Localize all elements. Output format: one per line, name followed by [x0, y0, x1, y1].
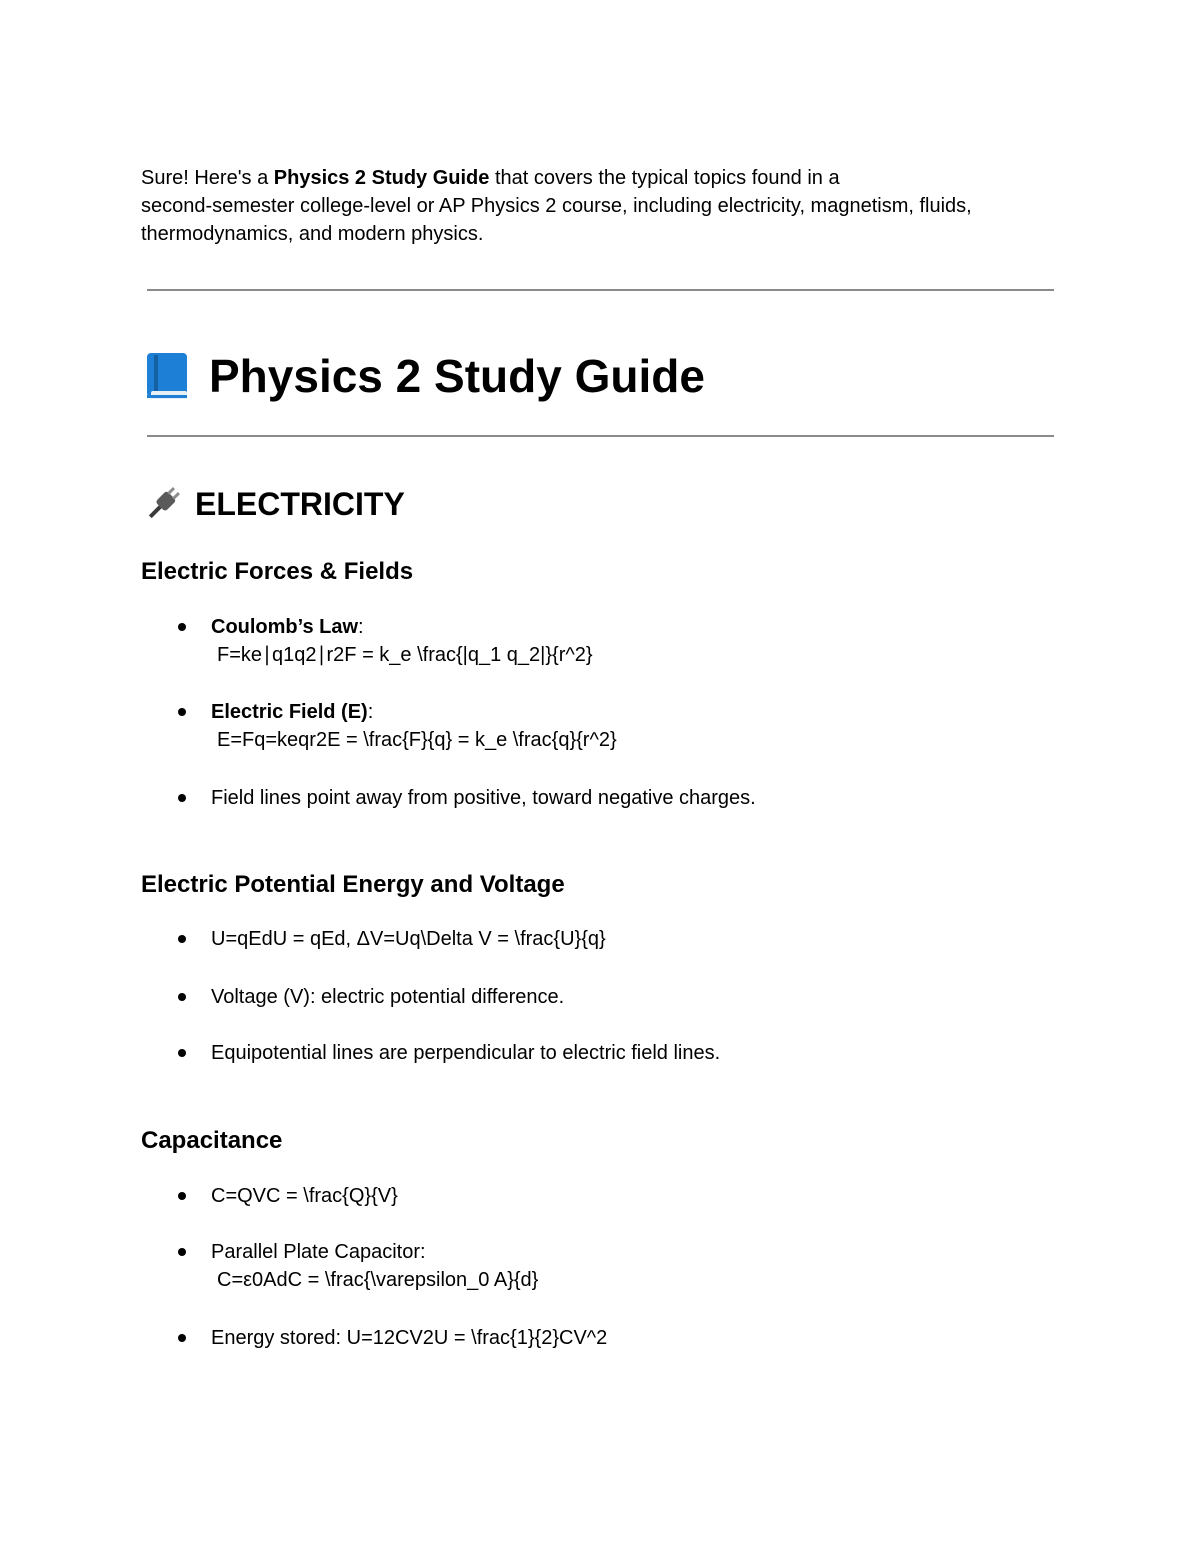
bullet-icon — [178, 1192, 186, 1200]
colon: : — [367, 701, 374, 723]
subheading-electric-forces: Electric Forces & Fields — [141, 558, 414, 585]
intro-post: that covers the typical topics found in a — [489, 167, 840, 189]
intro-line3: thermodynamics, and modern physics. — [141, 223, 484, 245]
coulombs-law-label: Coulomb’s Law — [211, 616, 359, 638]
list-item-energy-stored — [211, 1324, 607, 1352]
page-title-text: Physics 2 Study Guide — [209, 350, 705, 402]
electric-plug-icon — [143, 484, 183, 524]
list-item-equipotential — [211, 1039, 720, 1067]
voltage-text: Voltage (V): electric potential difference. — [211, 986, 565, 1008]
list-item-potential-formula — [211, 925, 606, 953]
intro-line2: second-semester college-level or AP Physics 2 course, including electricity, magnetism, fluids, — [141, 195, 972, 217]
horizontal-rule-bottom — [147, 435, 1054, 437]
electric-field-formula: E=Fq=keqr2E = \frac{F}{q} = k_e \frac{q}{r^2} — [217, 729, 617, 751]
potential-formula-text: U=qEdU = qEd, ΔV=Uq\Delta V = \frac{U}{q} — [211, 928, 606, 950]
list-item-field-lines — [211, 784, 756, 812]
bullet-icon — [178, 1049, 186, 1057]
field-lines-text: Field lines point away from positive, toward negative charges. — [211, 787, 756, 809]
intro-paragraph — [141, 164, 1061, 248]
colon: : — [358, 616, 364, 638]
bullet-icon — [178, 794, 186, 802]
intro-bold-title: Physics 2 Study Guide — [273, 167, 490, 189]
page-title — [145, 344, 705, 408]
intro-pre: Sure! Here's a — [141, 167, 274, 189]
coulombs-law-formula: F=ke∣q1q2∣r2F = k_e \frac{|q_1 q_2|}{r^2} — [217, 644, 593, 666]
parallel-plate-formula: C=ε0AdC = \frac{\varepsilon_0 A}{d} — [217, 1269, 539, 1291]
list-item-capacitance-formula — [211, 1182, 398, 1210]
list-item-electric-field — [211, 698, 617, 754]
bullet-icon — [178, 1248, 186, 1256]
capacitance-formula-text: C=QVC = \frac{Q}{V} — [211, 1185, 398, 1207]
horizontal-rule-top — [147, 289, 1054, 291]
list-item-coulombs-law — [211, 613, 593, 669]
bullet-icon — [178, 993, 186, 1001]
bullet-icon — [178, 1334, 186, 1342]
parallel-plate-label: Parallel Plate Capacitor: — [211, 1241, 426, 1263]
section-heading-electricity — [143, 482, 405, 526]
bullet-icon — [178, 623, 186, 631]
blue-book-icon — [145, 351, 191, 401]
subheading-capacitance: Capacitance — [141, 1127, 283, 1154]
bullet-icon — [178, 935, 186, 943]
subheading-electric-potential: Electric Potential Energy and Voltage — [141, 871, 565, 898]
bullet-icon — [178, 708, 186, 716]
list-item-parallel-plate — [211, 1238, 538, 1294]
section-heading-text: ELECTRICITY — [195, 485, 405, 522]
energy-stored-text: Energy stored: U=12CV2U = \frac{1}{2}CV^2 — [211, 1327, 608, 1349]
electric-field-label: Electric Field (E) — [211, 701, 368, 723]
list-item-voltage — [211, 983, 564, 1011]
equipotential-text: Equipotential lines are perpendicular to electric field lines. — [211, 1042, 721, 1064]
